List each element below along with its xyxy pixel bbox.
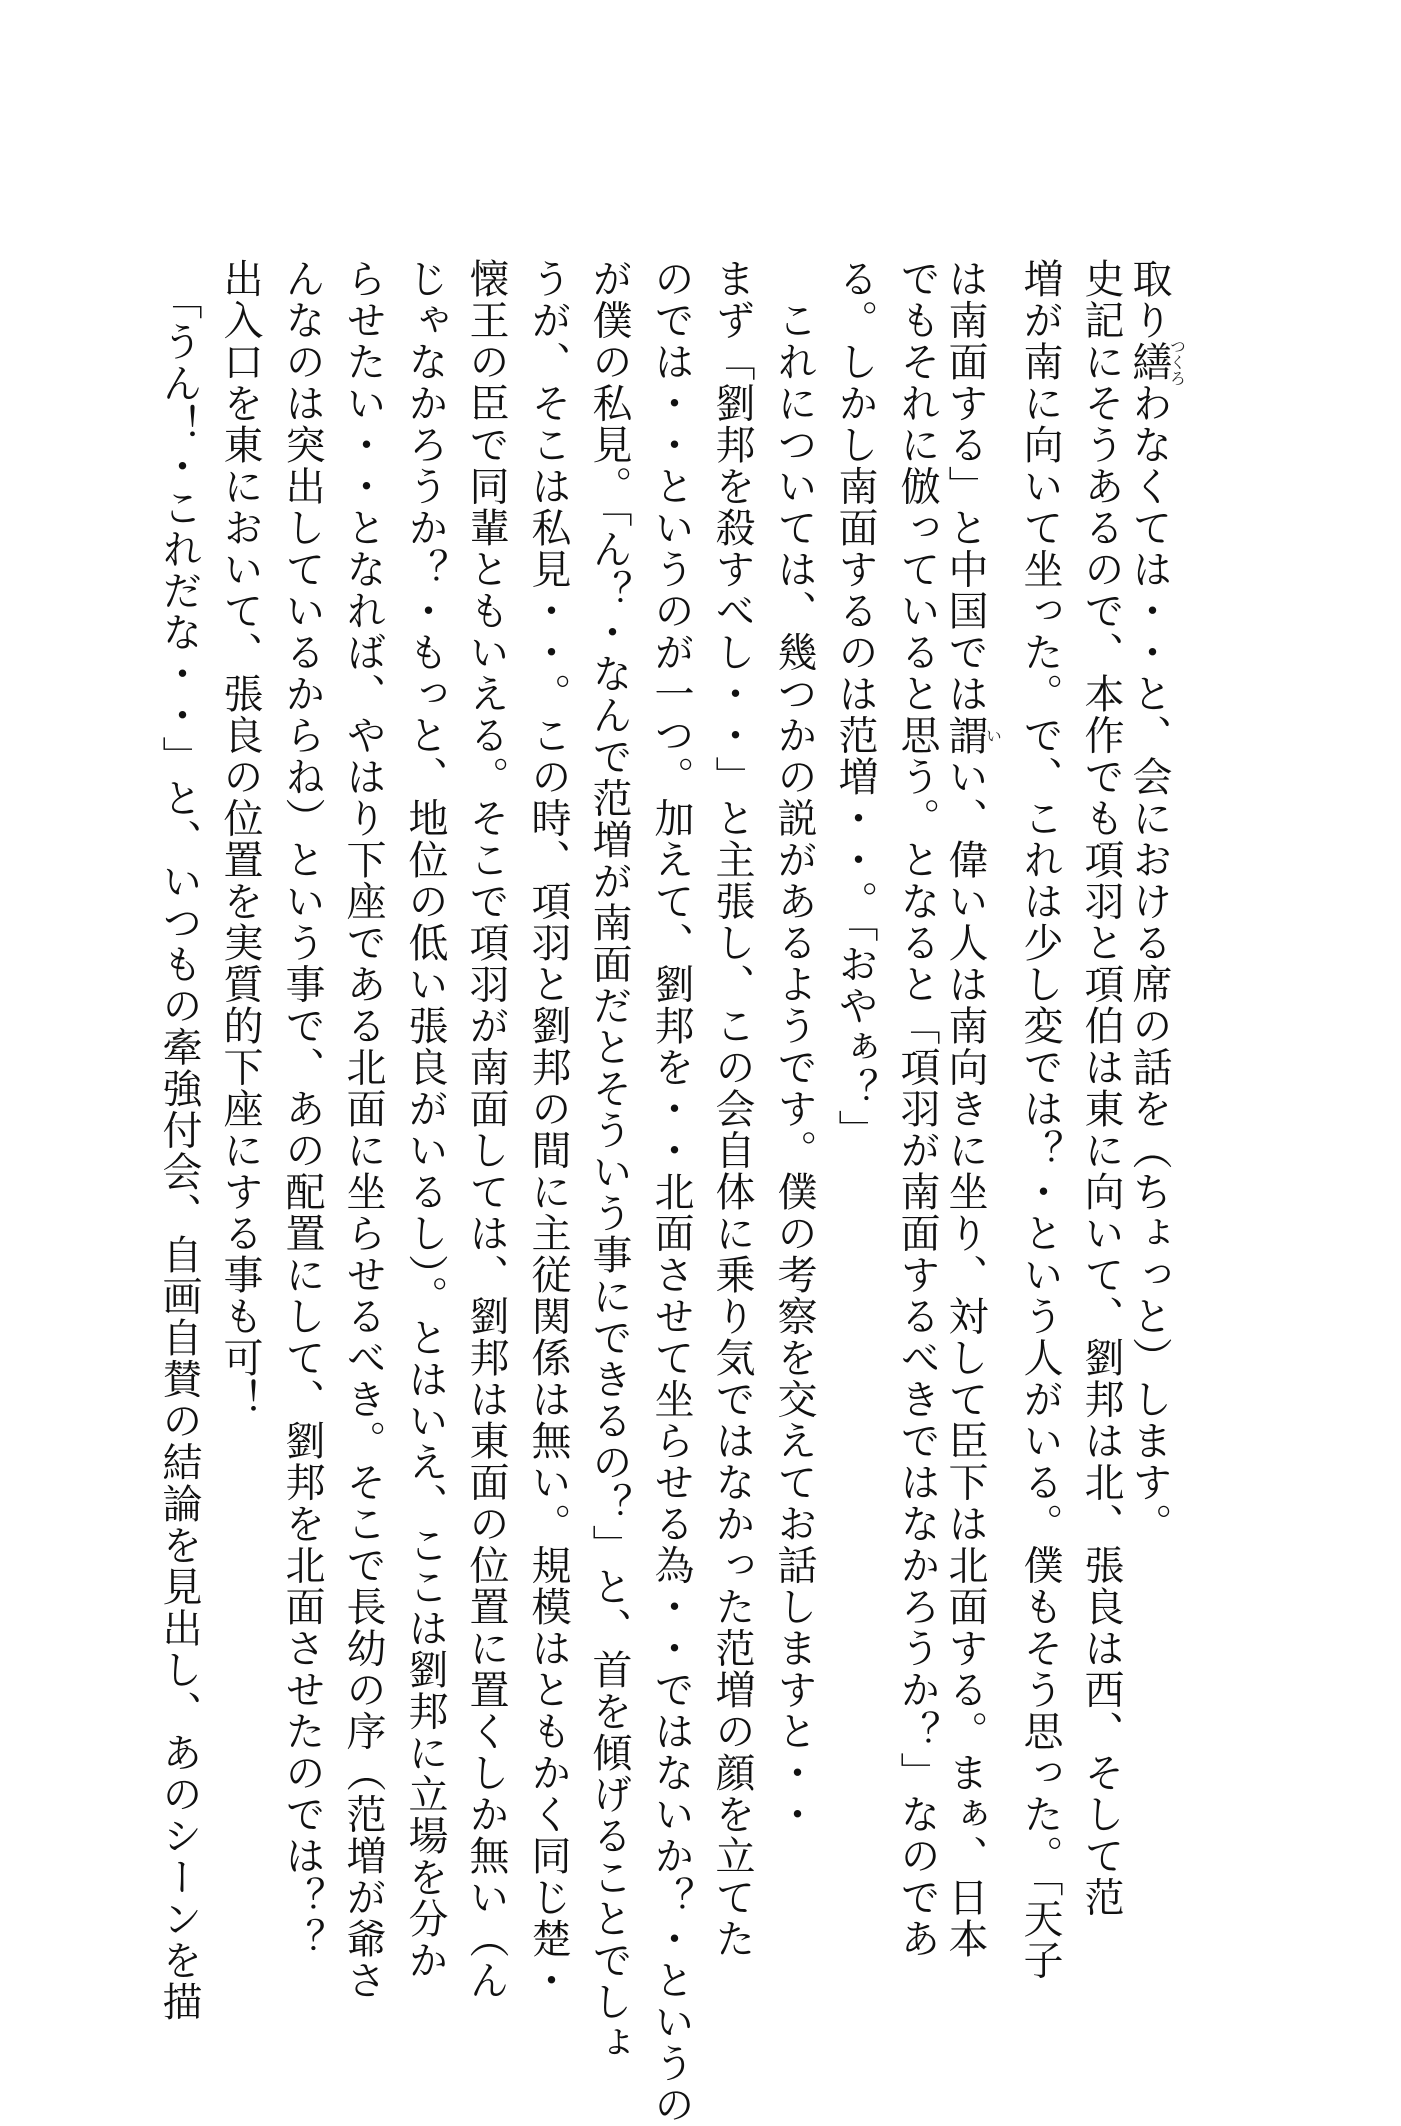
text-column-7: これについては、幾つかの説があるようです。僕の考察を交えてお話しますと・・ xyxy=(771,258,817,1835)
text-column-13: じゃなかろうか？・もっと、地位の低い張良がいるし）。とはいえ、ここは劉邦に立場を分か xyxy=(402,258,448,1981)
text-column-17: 「うん！・これだな・・」と、いつもの牽強付会、自画自賛の結論を見出し、あのシーンを描 xyxy=(156,258,202,2023)
text-column-9: のでは・・というのが一つ。加えて、劉邦を・・北面させて坐らせる為・・ではないか？・というの xyxy=(648,258,694,2126)
text-column-8: まず「劉邦を殺すべし・・」と主張し、この会自体に乗り気ではなかった范増の顔を立てた xyxy=(709,258,755,1960)
text-column-1 xyxy=(1126,258,1187,1858)
text-segment: わなくては・・と、会における席の話を（ちょっと）します。 xyxy=(1126,382,1172,1545)
text-column-5: でもそれに倣っていると思う。となると「項羽が南面するべきではなかろうか？」なのであ xyxy=(894,258,940,1960)
ruby-base: 繕 xyxy=(1126,337,1172,386)
text-column-12: 懐王の臣で同輩ともいえる。そこで項羽が南面しては、劉邦は東面の位置に置くしか無い（ん xyxy=(463,258,509,2001)
ruby-reading: つくろ xyxy=(1167,337,1187,386)
text-column-4 xyxy=(942,258,1003,1960)
text-column-2: 史記にそうあるので、本作でも項羽と項伯は東に向いて、劉邦は北、張良は西、そして范 xyxy=(1078,258,1124,1918)
text-column-3: 増が南に向いて坐った。で、これは少し変では？・という人がいる。僕もそう思った。「天子 xyxy=(1017,258,1063,1981)
text-column-6: る。しかし南面するのは范増・・。「おやぁ？」 xyxy=(832,258,878,1151)
text-column-15: んなのは突出しているからね）という事で、あの配置にして、劉邦を北面させたのでは？？ xyxy=(279,258,325,1960)
ruby-word xyxy=(1126,337,1187,386)
ruby-reading: い xyxy=(983,714,1003,756)
text-column-11: うが、そこは私見・・。この時、項羽と劉邦の間に主従関係は無い。規模はともかく同じ楚・ xyxy=(525,258,571,2001)
ruby-base: 謂 xyxy=(942,714,988,756)
text-column-16: 出入口を東において、張良の位置を実質的下座にする事も可！ xyxy=(217,258,263,1420)
text-segment: 取り xyxy=(1126,258,1172,341)
ruby-word xyxy=(942,714,1003,757)
text-column-10: が僕の私見。「ん？・なんで范増が南面だとそういう事にできるの？」と、首を傾げることでしょ xyxy=(586,258,632,2064)
text-segment: い、偉い人は南向きに坐り、対して臣下は北面する。まぁ、日本 xyxy=(942,756,988,1960)
text-column-14: らせたい・・となれば、やはり下座である北面に坐らせるべき。そこで長幼の序（范増が爺さ xyxy=(340,258,386,2001)
text-segment: は南面する」と中国では xyxy=(942,258,988,715)
